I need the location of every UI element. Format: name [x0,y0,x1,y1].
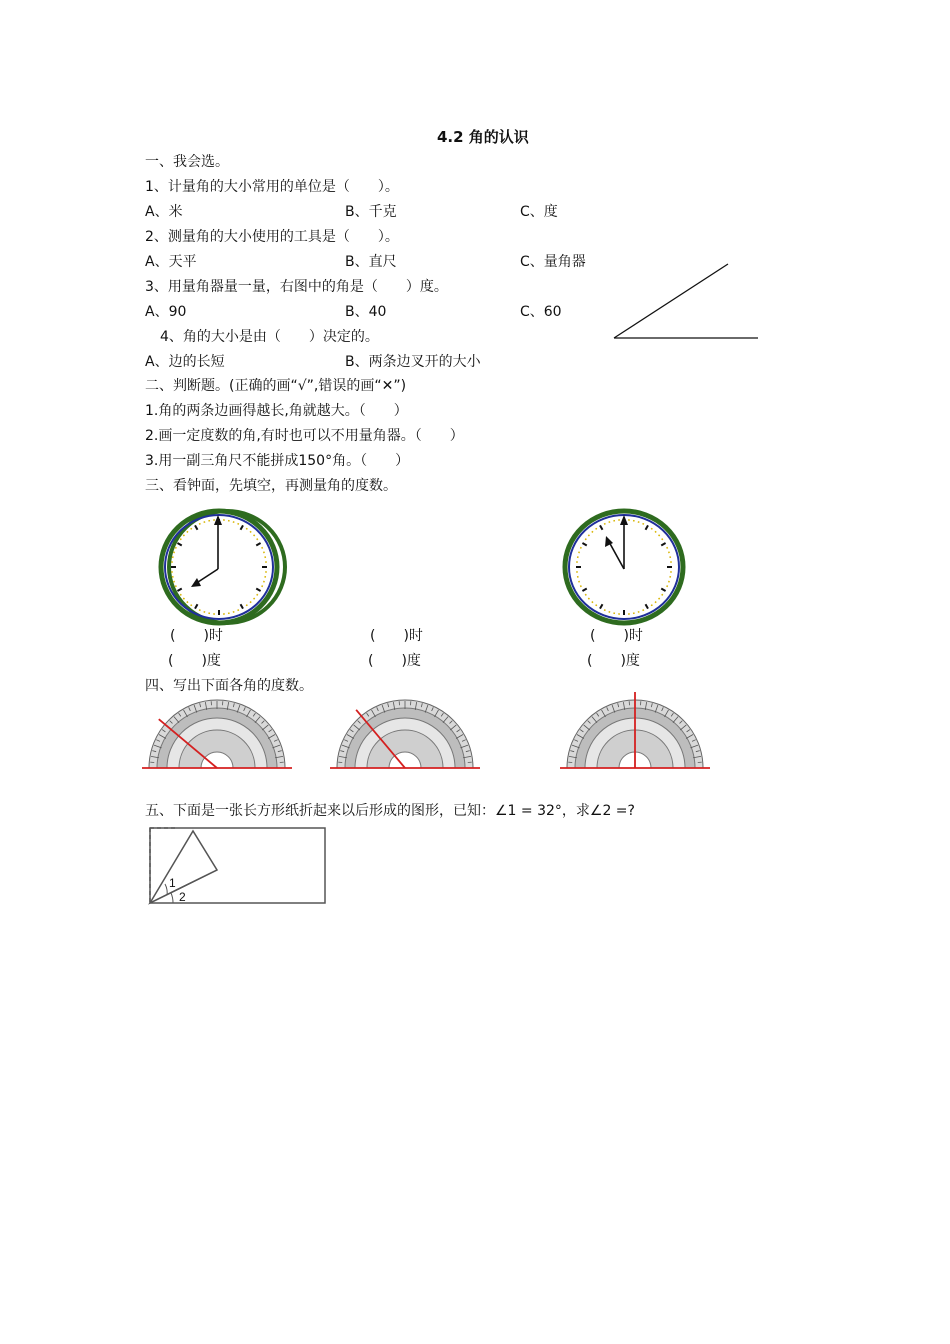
clock-tick [199,523,200,524]
section2-heading: 二、判断题。(正确的画“√”,错误的画“✕”) [145,378,407,394]
clock-tick [195,604,198,608]
clock-face-3 [560,507,690,627]
clock1-degree-blank: ( )度 [168,653,221,669]
clock-tick [588,598,589,599]
q2-stem: 2、测量角的大小使用的工具是（ ）。 [145,229,399,245]
clock-tick [261,547,262,548]
clock-tick [600,525,603,529]
clock-tick [175,547,176,548]
q3-option-b: B、40 [345,304,387,320]
clock-tick [655,602,656,603]
clock-tick [187,531,188,532]
clock-tick [588,535,589,536]
clock-tick [596,528,597,529]
q1-stem: 1、计量角的大小常用的单位是（ ）。 [145,179,399,195]
angle-ray-upper [614,264,728,338]
clock-tick [646,604,649,608]
clock1-hour-blank: ( )时 [170,628,223,644]
judge-item-3: 3.用一副三角尺不能拼成150°角。（ ） [145,453,410,469]
q3-option-a: A、90 [145,304,187,320]
clock-face-1 [155,507,295,627]
clock-tick [596,605,597,606]
clock-tick [582,543,586,546]
clock-tick [659,535,660,536]
clock-tick [195,525,198,529]
clock-tick [666,547,667,548]
clock-tick [250,602,251,603]
clock-tick [661,543,665,546]
clock-tick [585,594,586,595]
clock-tick [191,605,192,606]
clock-tick [183,598,184,599]
protractor-1 [142,698,292,776]
q3-stem: 3、用量角器量一量，右图中的角是（ ）度。 [145,279,448,295]
clock-tick [254,598,255,599]
clock-tick [600,604,603,608]
clock-tick [662,539,663,540]
clock2-degree-blank: ( )度 [368,653,421,669]
clock-tick [256,589,260,592]
clock-tick [655,531,656,532]
clock-tick [241,525,244,529]
clock-tick [643,609,644,610]
clock-tick [651,605,652,606]
judge-item-1: 1.角的两条边画得越长,角就越大。（ ） [145,403,408,419]
minute-hand-arrow [214,515,222,525]
clock-tick [191,528,192,529]
clock-tick [261,586,262,587]
clock-tick [187,602,188,603]
clock-tick [643,523,644,524]
clock-tick [177,589,181,592]
clock-tick [646,525,649,529]
q4-option-a: A、边的长短 [145,354,225,370]
clock-tick [662,594,663,595]
q1-option-a: A、米 [145,204,183,220]
protractor-2 [330,698,480,776]
q2-option-a: A、天平 [145,254,197,270]
clock-tick [250,531,251,532]
folded-paper-figure [145,825,330,907]
q2-option-c: C、量角器 [520,254,586,270]
q4-option-b: B、两条边叉开的大小 [345,354,481,370]
clock-tick [256,543,260,546]
judge-item-2: 2.画一定度数的角,有时也可以不用量角器。（ ） [145,428,464,444]
minute-hand-arrow [620,515,628,525]
clock2-hour-blank: ( )时 [370,628,423,644]
clock-tick [177,543,181,546]
clock-tick [180,539,181,540]
clock-tick [659,598,660,599]
hour-hand-arrow [191,578,201,587]
clock-tick [241,604,244,608]
section4-heading: 四、写出下面各角的度数。 [145,678,313,694]
q1-option-b: B、千克 [345,204,397,220]
clock-tick [592,531,593,532]
clock-tick [651,528,652,529]
clock-tick [246,528,247,529]
q2-option-b: B、直尺 [345,254,397,270]
clock-tick [254,535,255,536]
angle-figure [610,260,760,342]
clock-tick [661,589,665,592]
clock-tick [585,539,586,540]
clock-tick [180,594,181,595]
clock-tick [666,586,667,587]
clock-tick [175,586,176,587]
section5-heading: 五、下面是一张长方形纸折起来以后形成的图形，已知：∠1 = 32°，求∠2 =? [145,803,635,819]
clock-tick [592,602,593,603]
clock-tick [183,535,184,536]
clock-tick [246,605,247,606]
angle-label-2: 2 [179,890,186,904]
clock-tick [199,609,200,610]
clock-tick [580,586,581,587]
q3-option-c: C、60 [520,304,562,320]
angle-label-1: 1 [169,876,176,890]
page-title: 4.2 角的认识 [437,128,529,146]
section1-heading: 一、我会选。 [145,154,229,170]
clock-tick [582,589,586,592]
clock-tick [604,609,605,610]
hour-hand [608,540,624,569]
q4-stem: 4、角的大小是由（ ）决定的。 [160,329,379,345]
section3-heading: 三、看钟面，先填空，再测量角的度数。 [145,478,397,494]
clock-tick [238,523,239,524]
clock-tick [257,539,258,540]
protractor-3 [560,698,710,776]
angle-arc-2 [171,893,173,903]
clock-tick [604,523,605,524]
clock3-degree-blank: ( )度 [587,653,640,669]
clock3-hour-blank: ( )时 [590,628,643,644]
clock-tick [257,594,258,595]
clock-tick [580,547,581,548]
q1-option-c: C、度 [520,204,558,220]
clock-tick [238,609,239,610]
